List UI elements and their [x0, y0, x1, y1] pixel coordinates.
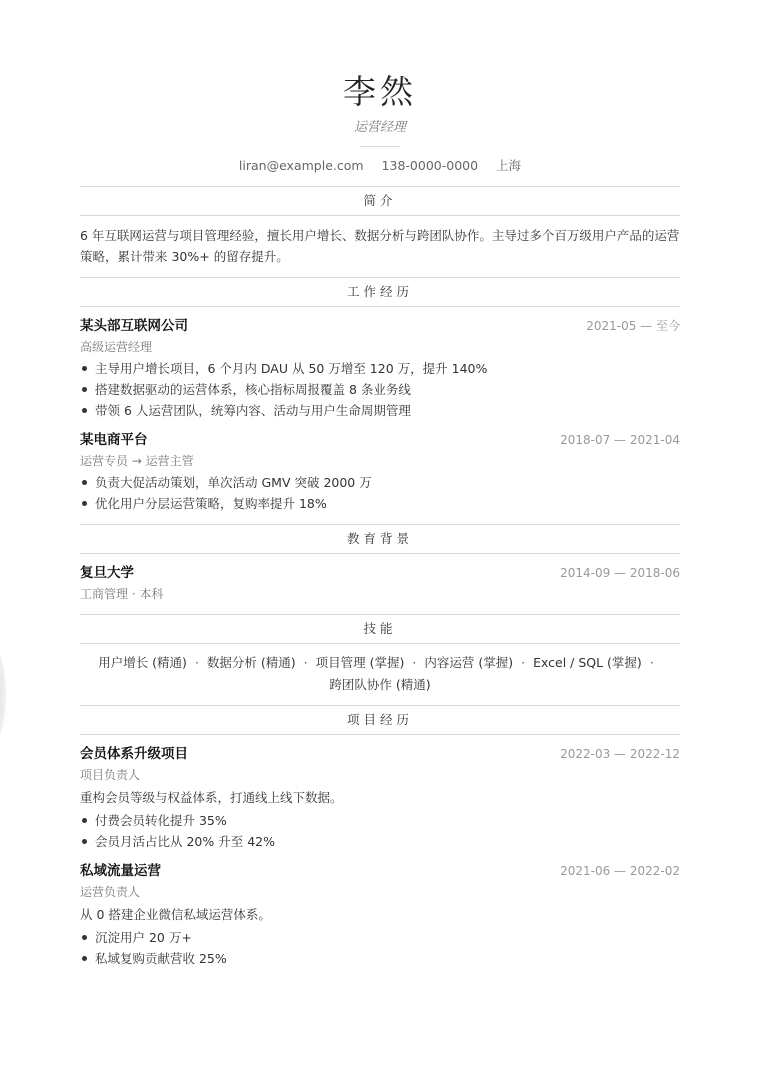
- section-heading-summary: 简介: [80, 186, 680, 216]
- bullet-list: [80, 810, 680, 852]
- date-range: 2014-09 — 2018-06: [560, 566, 680, 580]
- bullet-list: [80, 358, 680, 421]
- skill-item: Excel / SQL (掌握): [533, 655, 642, 670]
- bullet-item: 沉淀用户 20 万+: [80, 927, 680, 948]
- skill-item: 内容运营 (掌握): [424, 655, 514, 670]
- role-text: 运营负责人: [80, 885, 141, 899]
- project-name: 会员体系升级项目: [80, 746, 188, 762]
- bullet-item: 带领 6 人运营团队，统筹内容、活动与用户生命周期管理: [80, 400, 680, 421]
- email-text: liran@example.com: [238, 158, 364, 173]
- section-heading-skills: 技能: [80, 614, 680, 644]
- page-edge-shadow: [0, 640, 6, 750]
- bullet-list: [80, 472, 680, 514]
- skill-item: 跨团队协作 (精通): [329, 677, 431, 692]
- company-name: 某电商平台: [80, 432, 148, 448]
- summary-section: [80, 186, 680, 277]
- education-section: [80, 524, 680, 614]
- skill-separator: ·: [194, 655, 199, 670]
- skill-separator: ·: [521, 655, 526, 670]
- bullet-item: 私域复购贡献营收 25%: [80, 948, 680, 969]
- resume-header: [80, 0, 680, 174]
- city-text: 上海: [496, 158, 522, 173]
- date-range: 2018-07 — 2021-04: [560, 433, 680, 447]
- date-range: 2022-03 — 2022-12: [560, 747, 680, 761]
- project-entry: [80, 852, 680, 969]
- skill-item: 数据分析 (精通): [206, 655, 296, 670]
- project-name: 私域流量运营: [80, 863, 161, 879]
- skill-item: 项目管理 (掌握): [315, 655, 405, 670]
- role-text: 高级运营经理: [80, 340, 153, 354]
- work-entry: [80, 421, 680, 524]
- project-entry: [80, 735, 680, 852]
- bullet-list: [80, 927, 680, 969]
- section-heading-education: 教育背景: [80, 524, 680, 554]
- section-heading-projects: 项目经历: [80, 705, 680, 735]
- projects-section: [80, 705, 680, 969]
- contact-line: [80, 158, 680, 174]
- bullet-item: 搭建数据驱动的运营体系，核心指标周报覆盖 8 条业务线: [80, 379, 680, 400]
- skill-item: 用户增长 (精通): [98, 655, 187, 670]
- project-description: 从 0 搭建企业微信私域运营体系。: [80, 907, 271, 922]
- date-range: 2021-05 — 至今: [586, 319, 680, 333]
- bullet-item: 付费会员转化提升 35%: [80, 810, 680, 831]
- work-entry: [80, 307, 680, 421]
- skills-section: [80, 614, 680, 705]
- project-description: 重构会员等级与权益体系，打通线上线下数据。: [80, 790, 343, 805]
- bullet-item: 负责大促活动策划，单次活动 GMV 突破 2000 万: [80, 472, 680, 493]
- title-divider: [360, 146, 400, 147]
- section-heading-work: 工作经历: [80, 277, 680, 307]
- role-text: 运营专员 → 运营主管: [80, 454, 194, 468]
- school-name: 复旦大学: [80, 565, 134, 581]
- summary-text: 6 年互联网运营与项目管理经验，擅长用户增长、数据分析与跨团队协作。主导过多个百万级用户产品的运营策略，累计带来 30%+ 的留存提升。: [80, 228, 680, 264]
- skills-list: [80, 644, 680, 705]
- resume-page: [80, 0, 680, 969]
- phone-text: 138-0000-0000: [381, 158, 479, 173]
- skill-separator: ·: [649, 655, 654, 670]
- company-name: 某头部互联网公司: [80, 318, 188, 334]
- education-entry: [80, 554, 680, 614]
- skill-separator: ·: [303, 655, 308, 670]
- bullet-item: 主导用户增长项目，6 个月内 DAU 从 50 万增至 120 万，提升 140%: [80, 358, 680, 379]
- skill-separator: ·: [412, 655, 417, 670]
- degree-text: 工商管理 · 本科: [80, 587, 164, 601]
- candidate-name: 李然: [343, 72, 417, 111]
- date-range: 2021-06 — 2022-02: [560, 864, 680, 878]
- job-title: 运营经理: [353, 120, 406, 135]
- bullet-item: 会员月活占比从 20% 升至 42%: [80, 831, 680, 852]
- bullet-item: 优化用户分层运营策略，复购率提升 18%: [80, 493, 680, 514]
- role-text: 项目负责人: [80, 768, 141, 782]
- work-section: [80, 277, 680, 524]
